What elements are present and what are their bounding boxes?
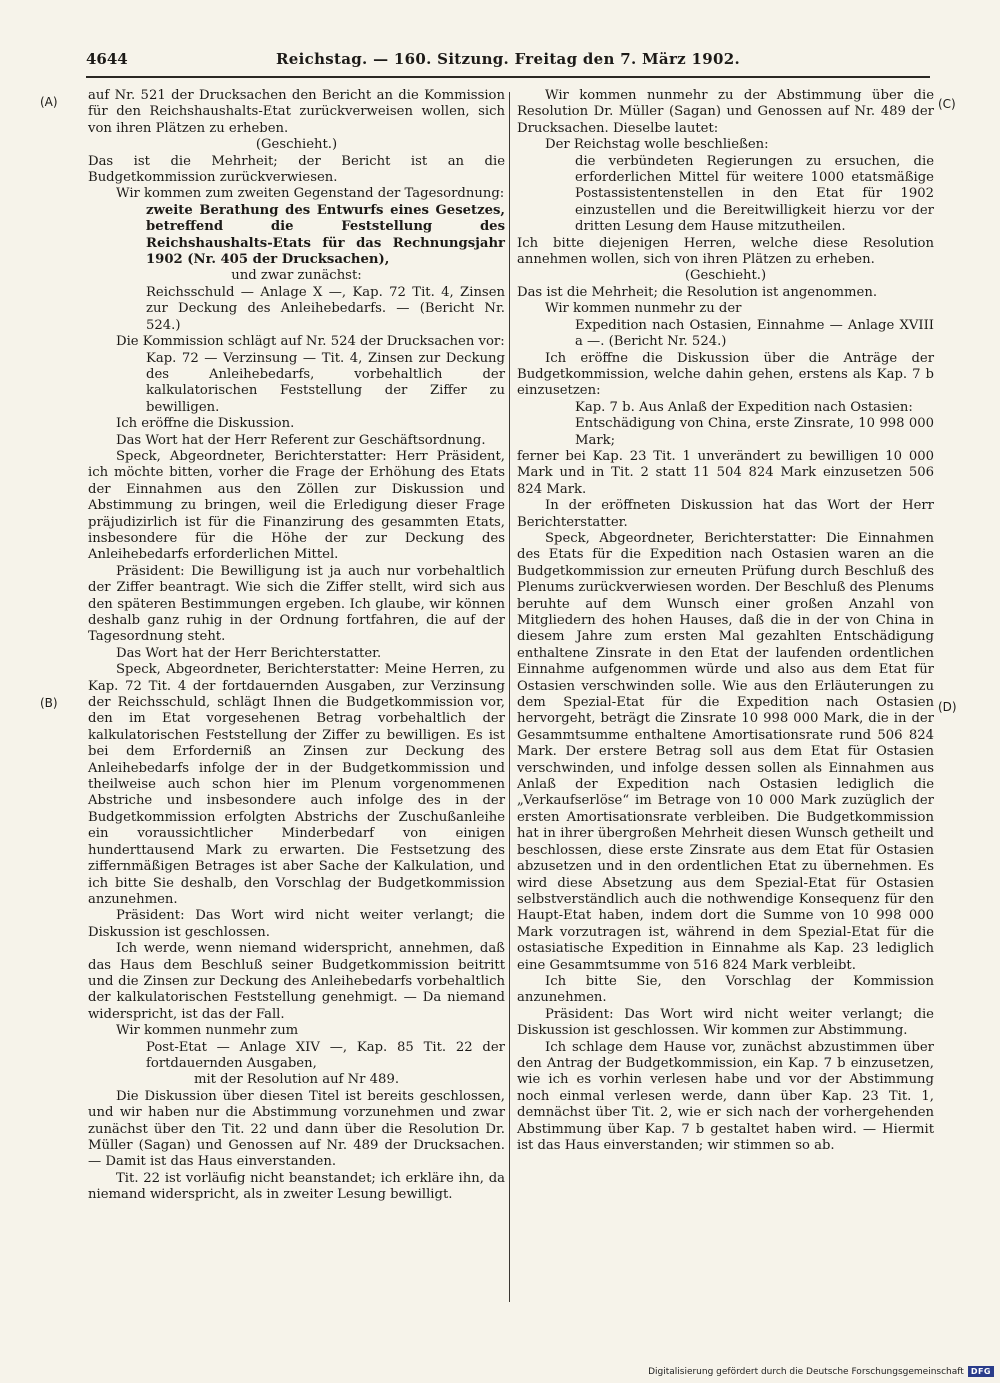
- paragraph: (Geschieht.): [255, 137, 338, 153]
- paragraph: die verbündeten Regierungen zu ersuchen, die erforderlichen Mittel für weitere 1000 etatsmäßige Postassistentenstellen in den Etat für 1902 einzustellen und die Bereitwilligkeit hierzu vor der dritten Lesung dem Hause mitzutheilen.: [575, 153, 934, 235]
- margin-marker-c: (C): [938, 97, 956, 111]
- header-rule: [86, 76, 930, 78]
- paragraph: Ich eröffne die Diskussion.: [116, 416, 295, 432]
- paragraph: In der eröffneten Diskussion hat das Wort der Herr Berichterstatter.: [517, 498, 934, 530]
- margin-marker-a: (A): [40, 95, 58, 109]
- paragraph: Die Kommission schlägt auf Nr. 524 der Drucksachen vor:: [116, 334, 505, 350]
- paragraph: Wir kommen nunmehr zu der Abstimmung über die Resolution Dr. Müller (Sagan) und Genossen auf Nr. 489 der Drucksachen. Dieselbe lautet:: [517, 88, 934, 136]
- paragraph: Präsident: Die Bewilligung ist ja auch nur vorbehaltlich der Ziffer beantragt. Wie sich die Ziffer stellt, wird sich aus den späteren Bestimmungen ergeben. Ich glaube, wir können deshalb ganz ruhig in der Ordnung fortfahren, die auf der Tagesordnung steht.: [88, 563, 505, 645]
- paragraph: Ich bitte Sie, den Vorschlag der Kommission anzunehmen.: [517, 973, 934, 1006]
- paragraph: Entschädigung von China, erste Zinsrate, 10 998 000 Mark;: [575, 416, 934, 448]
- column-divider: [509, 92, 510, 1302]
- paragraph: Tit. 22 ist vorläufig nicht beanstandet; ich erkläre ihn, da niemand widerspricht, als in zweiter Lesung bewilligt.: [88, 1170, 505, 1203]
- page-number: 4644: [86, 50, 128, 68]
- paragraph: ferner bei Kap. 23 Tit. 1 unverändert zu bewilligen 10 000 Mark und in Tit. 2 statt 11 504 824 Mark einzusetzen 506 824 Mark.: [517, 448, 934, 497]
- paragraph: Kap. 7 b. Aus Anlaß der Expedition nach Ostasien:: [575, 399, 913, 415]
- paragraph: und zwar zunächst:: [231, 268, 362, 284]
- paragraph: Präsident: Das Wort wird nicht weiter verlangt; die Diskussion ist geschlossen. Wir kommen zur Abstimmung.: [517, 1006, 934, 1039]
- page-header: [86, 46, 930, 76]
- margin-marker-b: (B): [40, 696, 58, 710]
- paragraph: Speck, Abgeordneter, Berichterstatter: Meine Herren, zu Kap. 72 Tit. 4 der fortdauernden Ausgaben, zur Verzinsung der Reichsschuld, schlägt Ihnen die Budgetkommission vor, den im Etat vorgesehenen Betrag vorbehaltlich der kalkulatorischen Feststellung der Ziffer zu bewilligen. Es ist bei dem Erforderniß an Zinsen zur Deckung des Anleihebedarfs infolge der in der Budgetkommission und theilweise auch schon hier im Plenum vorgenommenen Abstriche und insbesondere auch infolge des in der Budgetkommission erfolgten Abstrichs der Zuschußanleihe ein voraussichtlicher Minderbedarf von einigen hunderttausend Mark zu erwarten. Die Festsetzung des ziffernmäßigen Betrages ist aber Sache der Kalkulation, und ich bitte Sie deshalb, den Vorschlag der Budgetkommission anzunehmen.: [88, 662, 505, 907]
- paragraph: zweite Berathung des Entwurfs eines Gesetzes, betreffend die Feststellung des Reichshaushalts-Etats für das Rechnungsjahr 1902 (Nr. 405 der Drucksachen),: [146, 202, 505, 268]
- paragraph: Reichsschuld — Anlage X —, Kap. 72 Tit. 4, Zinsen zur Deckung des Anleihebedarfs. — (Bericht Nr. 524.): [146, 284, 505, 333]
- paragraph: Kap. 72 — Verzinsung — Tit. 4, Zinsen zur Deckung des Anleihebedarfs, vorbehaltlich der kalkulatorischen Feststellung der Ziffer zu bewilligen.: [146, 350, 505, 415]
- footer-text: Digitalisierung gefördert durch die Deutsche Forschungsgemeinschaft: [648, 1366, 964, 1377]
- paragraph: Die Diskussion über diesen Titel ist bereits geschlossen, und wir haben nur die Abstimmung vorzunehmen und zwar zunächst über den Tit. 22 und dann über die Resolution Dr. Müller (Sagan) und Genossen auf Nr. 489 der Drucksachen. — Damit ist das Haus einverstanden.: [88, 1088, 505, 1170]
- paragraph: Post-Etat — Anlage XIV —, Kap. 85 Tit. 22 der fortdauernden Ausgaben,: [146, 1039, 505, 1071]
- paragraph: Das Wort hat der Herr Berichterstatter.: [116, 645, 382, 661]
- paragraph: Wir kommen zum zweiten Gegenstand der Tagesordnung:: [116, 186, 505, 202]
- margin-marker-d: (D): [938, 700, 957, 714]
- paragraph: mit der Resolution auf Nr 489.: [193, 1072, 400, 1088]
- paragraph: Präsident: Das Wort wird nicht weiter verlangt; die Diskussion ist geschlossen.: [88, 908, 505, 940]
- paragraph: Der Reichstag wolle beschließen:: [545, 137, 769, 153]
- paragraph: Ich eröffne die Diskussion über die Anträge der Budgetkommission, welche dahin gehen, erstens als Kap. 7 b einzusetzen:: [517, 350, 934, 399]
- paragraph: Expedition nach Ostasien, Einnahme — Anlage XVIII a —. (Bericht Nr. 524.): [575, 317, 934, 350]
- paragraph: Wir kommen nunmehr zum: [116, 1023, 299, 1039]
- paragraph: Ich schlage dem Hause vor, zunächst abzustimmen über den Antrag der Budgetkommission, ein Kap. 7 b einzusetzen, wie ich es vorhin verlesen habe und vor der Abstimmung noch einmal verlesen werde, dann über Kap. 23 Tit. 1, demnächst über Tit. 2, wie er sich nach der vorhergehenden Abstimmung über Kap. 7 b gestaltet haben wird. — Hiermit ist das Haus einverstanden; wir stimmen so ab.: [517, 1039, 934, 1153]
- dfg-logo-icon: DFG: [968, 1366, 994, 1377]
- paragraph: (Geschieht.): [684, 268, 767, 284]
- paragraph: Wir kommen nunmehr zu der: [545, 301, 742, 317]
- paragraph: Das ist die Mehrheit; der Bericht ist an die Budgetkommission zurückverwiesen.: [88, 153, 505, 186]
- left-column: [88, 88, 505, 1204]
- paragraph: Das Wort hat der Herr Referent zur Geschäftsordnung.: [116, 432, 486, 448]
- paragraph: auf Nr. 521 der Drucksachen den Bericht an die Kommission für den Reichshaushalts-Etat zurückverweisen wollen, sich von ihren Plätzen zu erheben.: [88, 88, 505, 136]
- page-title: Reichstag. — 160. Sitzung. Freitag den 7. März 1902.: [276, 50, 740, 68]
- paragraph: Das ist die Mehrheit; die Resolution ist angenommen.: [517, 284, 878, 300]
- paragraph: Speck, Abgeordneter, Berichterstatter: Die Einnahmen des Etats für die Expedition nach Ostasien waren an die Budgetkommission zur erneuten Prüfung durch Beschluß des Plenums zurückverwiesen worden. Der Beschluß des Plenums beruhte auf dem Wunsch einer großen Anzahl von Mitgliedern des hohen Hauses, daß die in der von China in diesem Jahre zum ersten Mal gezahlten Entschädigung enthaltene Zinsrate in den Etat der laufenden ordentlichen Einnahme aufgenommen würde und also aus dem Etat für Ostasien verschwinden solle. Wie aus den Erläuterungen zu dem Spezial-Etat für die Expedition nach Ostasien hervorgeht, beträgt die Zinsrate 10 998 000 Mark, die in der Gesammtsumme enthaltene Amortisationsrate rund 506 824 Mark. Der erstere Betrag soll aus dem Etat für Ostasien verschwinden, und infolge dessen sollen als Einnahmen aus Anlaß der Expedition nach Ostasien lediglich die „Verkaufserlöse“ im Betrage von 10 000 Mark zuzüglich der ersten Amortisationsrate verbleiben. Die Budgetkommission hat in ihrer übergroßen Mehrheit diesen Wunsch getheilt und beschlossen, diese erste Zinsrate aus dem Etat für Ostasien abzusetzen und in den ordentlichen Etat zu übernehmen. Es wird diese Absetzung aus dem Spezial-Etat für Ostasien selbstverständlich auch die nothwendige Konsequenz für den Haupt-Etat haben, indem dort die Summe von 10 998 000 Mark vorzutragen ist, während in dem Spezial-Etat für die ostasiatische Expedition in Einnahme als Kap. 23 lediglich eine Gesammtsumme von 516 824 Mark verbleibt.: [517, 530, 934, 973]
- paragraph: Ich werde, wenn niemand widerspricht, annehmen, daß das Haus dem Beschluß seiner Budgetkommission beitritt und die Zinsen zur Deckung des Anleihebedarfs vorbehaltlich der kalkulatorischen Feststellung genehmigt. — Da niemand widerspricht, ist das der Fall.: [88, 941, 505, 1022]
- right-column: [517, 88, 934, 1154]
- paragraph: Speck, Abgeordneter, Berichterstatter: Herr Präsident, ich möchte bitten, vorher die Frage der Erhöhung des Etats der Einnahmen aus den Zöllen zur Diskussion und Abstimmung zu bringen, weil die Erledigung dieser Frage präjudizirlich ist für die Finanzirung des gesammten Etats, insbesondere für die Höhe der zur Deckung des Anleihebedarfs erforderlichen Mittel.: [88, 448, 505, 563]
- footer: [648, 1366, 994, 1377]
- paragraph: Ich bitte diejenigen Herren, welche diese Resolution annehmen wollen, sich von ihren Plätzen zu erheben.: [517, 235, 934, 268]
